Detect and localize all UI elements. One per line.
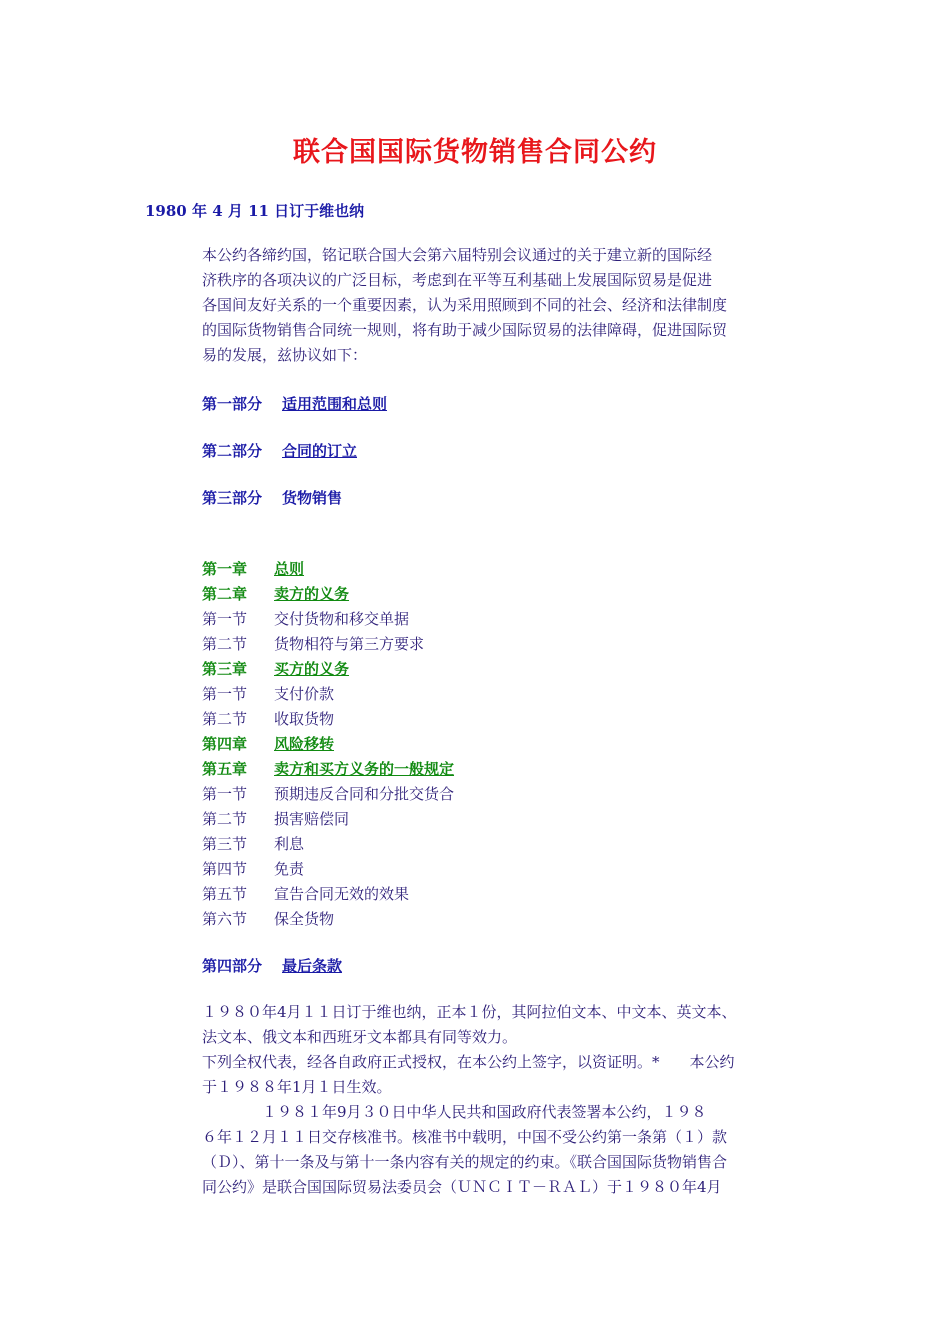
toc-section — [202, 707, 454, 732]
preamble-line: 各国间友好关系的一个重要因素，认为采用照顾到不同的社会、经济和法律制度 — [202, 296, 728, 314]
chapter-link[interactable]: 买方的义务 — [274, 660, 350, 678]
preamble — [202, 243, 754, 368]
section-label: 利息 — [274, 835, 305, 853]
toc-section — [202, 857, 454, 882]
section-label: 损害赔偿同 — [274, 810, 350, 828]
part-4 — [202, 955, 342, 976]
part-number: 第二部分 — [202, 442, 263, 460]
toc-section — [202, 607, 454, 632]
chapter-number: 第五章 — [202, 760, 248, 778]
section-number: 第二节 — [202, 810, 248, 828]
section-label: 预期违反合同和分批交货合 — [274, 785, 455, 803]
closing-line: 法文本、俄文本和西班牙文本都具有同等效力。 — [202, 1028, 518, 1046]
toc-section — [202, 682, 454, 707]
section-label: 支付价款 — [274, 685, 335, 703]
chapter-number: 第四章 — [202, 735, 248, 753]
part-1 — [202, 393, 387, 414]
closing-line: １９８０年4月１１日订于维也纳，正本１份，其阿拉伯文本、中文本、英文本、 — [202, 1003, 737, 1021]
section-label: 收取货物 — [274, 710, 335, 728]
toc-section — [202, 632, 454, 657]
toc-chapter — [202, 582, 454, 607]
toc-chapter — [202, 757, 454, 782]
section-number: 第二节 — [202, 635, 248, 653]
part-number: 第三部分 — [202, 489, 263, 507]
toc-section — [202, 807, 454, 832]
preamble-line: 的国际货物销售合同统一规则，将有助于减少国际贸易的法律障碍，促进国际贸 — [202, 321, 728, 339]
preamble-line: 易的发展，兹协议如下： — [202, 346, 368, 364]
chapter-number: 第三章 — [202, 660, 248, 678]
closing-text — [202, 1000, 762, 1200]
section-label: 宣告合同无效的效果 — [274, 885, 410, 903]
section-label: 交付货物和移交单据 — [274, 610, 410, 628]
table-of-contents — [202, 557, 454, 932]
chapter-number: 第二章 — [202, 585, 248, 603]
toc-chapter — [202, 657, 454, 682]
part-1-link[interactable]: 适用范围和总则 — [282, 395, 388, 413]
closing-line: （Ｄ）、第十一条及与第十一条内容有关的规定的约束。《联合国国际货物销售合 — [202, 1153, 728, 1171]
document-title: 联合国国际货物销售合同公约 — [293, 137, 657, 168]
section-label: 免责 — [274, 860, 305, 878]
section-number: 第一节 — [202, 685, 248, 703]
toc-section — [202, 832, 454, 857]
part-3 — [202, 487, 342, 508]
part-2 — [202, 440, 357, 461]
part-3-label: 货物销售 — [282, 489, 343, 507]
section-number: 第一节 — [202, 610, 248, 628]
part-4-link[interactable]: 最后条款 — [282, 957, 343, 975]
part-number: 第一部分 — [202, 395, 263, 413]
toc-chapter — [202, 732, 454, 757]
closing-line: 于１９８８年1月１日生效。 — [202, 1078, 392, 1096]
closing-line: ６年１２月１１日交存核准书。核准书中载明，中国不受公约第一条第（１）款 — [202, 1128, 728, 1146]
toc-section — [202, 907, 454, 932]
part-2-link[interactable]: 合同的订立 — [282, 442, 358, 460]
toc-section — [202, 782, 454, 807]
date-line: 1980 年 4 月 11 日订于维也纳 — [145, 202, 365, 220]
section-number: 第二节 — [202, 710, 248, 728]
section-number: 第五节 — [202, 885, 248, 903]
chapter-number: 第一章 — [202, 560, 248, 578]
closing-line: 同公约》是联合国国际贸易法委员会（ＵＮＣＩＴ－ＲＡＬ）于１９８０年4月 — [202, 1178, 722, 1196]
preamble-line: 济秩序的各项决议的广泛目标，考虑到在平等互利基础上发展国际贸易是促进 — [202, 271, 713, 289]
closing-line: 下列全权代表，经各自政府正式授权，在本公约上签字，以资证明。* 本公约 — [202, 1053, 735, 1071]
section-label: 货物相符与第三方要求 — [274, 635, 425, 653]
section-number: 第三节 — [202, 835, 248, 853]
section-number: 第六节 — [202, 910, 248, 928]
toc-chapter — [202, 557, 454, 582]
closing-line: １９８１年9月３０日中华人民共和国政府代表签署本公约，１９８ — [202, 1103, 707, 1121]
toc-section — [202, 882, 454, 907]
part-number: 第四部分 — [202, 957, 263, 975]
chapter-link[interactable]: 卖方和买方义务的一般规定 — [274, 760, 455, 778]
chapter-link[interactable]: 总则 — [274, 560, 305, 578]
chapter-link[interactable]: 风险移转 — [274, 735, 335, 753]
chapter-link[interactable]: 卖方的义务 — [274, 585, 350, 603]
preamble-line: 本公约各缔约国，铭记联合国大会第六届特别会议通过的关于建立新的国际经 — [202, 246, 713, 264]
section-number: 第一节 — [202, 785, 248, 803]
section-number: 第四节 — [202, 860, 248, 878]
section-label: 保全货物 — [274, 910, 335, 928]
